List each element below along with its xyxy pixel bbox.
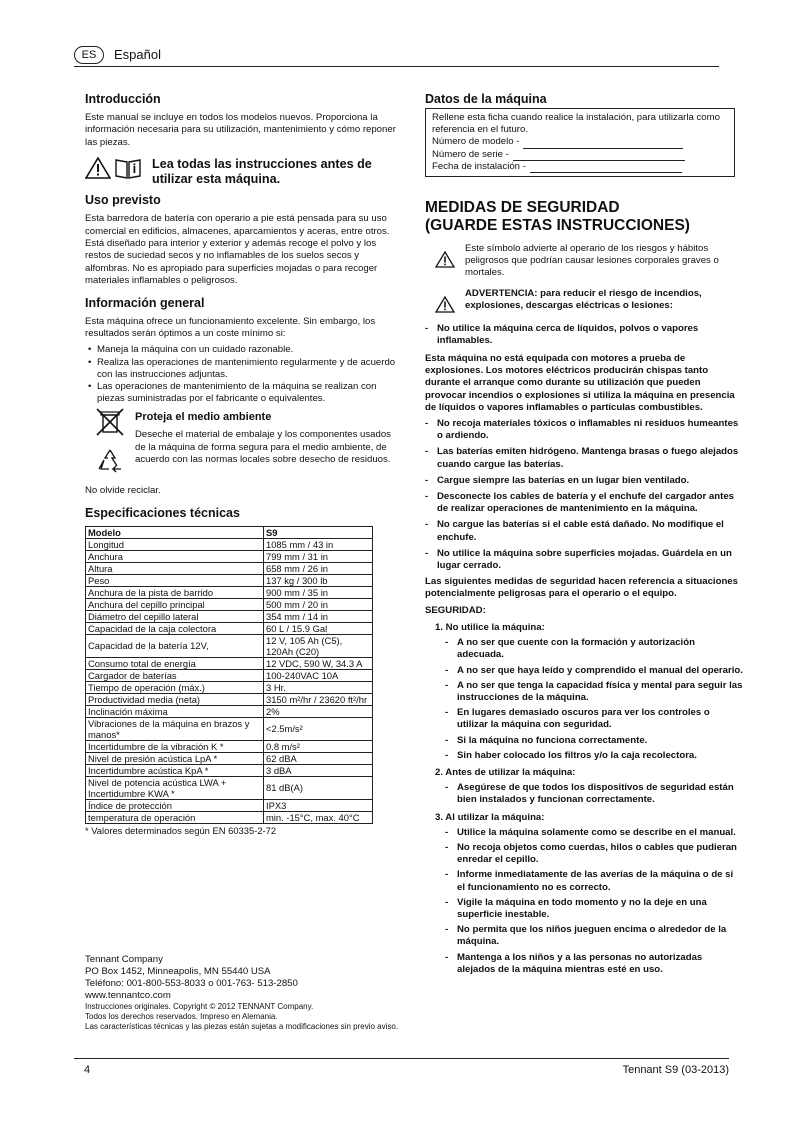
table-row xyxy=(86,681,373,693)
language-code-badge: ES xyxy=(74,46,104,64)
safety-subtitle: (GUARDE ESTAS INSTRUCCIONES) xyxy=(425,217,690,235)
copyright-line: Instrucciones originales. Copyright © 2012 TENNANT Company. xyxy=(85,1002,314,1011)
list-item-text: No utilice la máquina cerca de líquidos, polvos o vapores inflamables. xyxy=(437,322,699,346)
spec-value-cell: 3150 m²/hr / 23620 ft²/hr xyxy=(264,693,373,705)
symbol-explanation xyxy=(425,243,743,280)
spec-value-cell: 12 VDC, 590 W, 34.3 A xyxy=(264,657,373,669)
spec-value-cell: 354 mm / 14 in xyxy=(264,610,373,622)
list-item: - No utilice la máquina cerca de líquidos, polvos o vapores inflamables. xyxy=(425,322,699,346)
environment-text-block xyxy=(135,407,396,475)
model-number-label: Número de modelo - xyxy=(432,136,520,148)
spec-label-cell: Longitud xyxy=(86,538,264,550)
spec-label-cell: Diámetro del cepillo lateral xyxy=(86,610,264,622)
warning-icons xyxy=(85,157,142,179)
list-item: - Informe inmediatamente de las averías de la máquina o de si el funcionamiento no es correcto. xyxy=(445,869,734,893)
spec-label-cell: Anchura xyxy=(86,550,264,562)
table-row xyxy=(86,550,373,562)
table-row xyxy=(86,740,373,752)
modification-notice: Las características técnicas y las piezas están sujetas a modificaciones sin previo aviso. xyxy=(85,1022,399,1031)
spec-label-cell: Tiempo de operación (máx.) xyxy=(86,681,264,693)
spec-label-cell: Anchura del cepillo principal xyxy=(86,598,264,610)
list-item: - No utilice la máquina sobre superficies mojadas. Guárdela en un lugar cerrado. xyxy=(425,547,732,572)
read-manual-icon xyxy=(114,157,142,179)
safety-group-3 xyxy=(425,812,743,824)
safety-list xyxy=(425,418,743,572)
use-text: Esta barredora de batería con operario a pie está pensada para su uso comercial en edificios, almacenes, aparcamientos y aceras, entre otros. Está diseñado para interior y exterior y además recoge el polvo y los restos de suciedad secos y no inflamables de los suelos secos y alfombras. No es apropiado para superficies mojadas o para recoger materiales inflamables o peligrosos. xyxy=(85,213,390,287)
table-row xyxy=(86,598,373,610)
advert-text: ADVERTENCIA: para reducir el riesgo de incendios, explosiones, descargas eléctricas o lesiones: xyxy=(465,287,702,311)
group-heading: 3. Al utilizar la máquina: xyxy=(435,811,545,823)
list-item: - A no ser que tenga la capacidad física y mental para seguir las instrucciones de la máquina. xyxy=(445,679,743,703)
general-bullet-list xyxy=(85,344,396,405)
spec-label-cell: Altura xyxy=(86,562,264,574)
group-heading: 2. Antes de utilizar la máquina: xyxy=(435,766,576,778)
group-2-list xyxy=(425,782,743,806)
page-header xyxy=(74,44,719,67)
list-item-text: No recoja materiales tóxicos o inflamables ni residuos humeantes o ardiendo. xyxy=(437,418,739,442)
list-item: - No cargue las baterías si el cable está dañado. No modifique el enchufe. xyxy=(425,519,724,543)
table-row xyxy=(86,657,373,669)
table-row xyxy=(86,764,373,776)
warning-triangle-icon xyxy=(435,296,455,313)
spec-label-cell: Anchura de la pista de barrido xyxy=(86,586,264,598)
table-row xyxy=(86,799,373,811)
table-row xyxy=(86,586,373,598)
table-row xyxy=(86,811,373,823)
rights-line: Todos los derechos reservados. Impreso en Alemania. xyxy=(85,1012,278,1021)
model-number-field[interactable] xyxy=(523,139,683,149)
safety-title: MEDIDAS DE SEGURIDAD xyxy=(425,199,620,217)
list-item: • Las operaciones de mantenimiento de la máquina se realizan con piezas suministradas por el fabricante o equivalentes. xyxy=(97,381,396,405)
spec-label-cell: temperatura de operación xyxy=(86,811,264,823)
spec-label-cell: Consumo total de energía xyxy=(86,657,264,669)
recycle-icon xyxy=(95,447,125,475)
spec-value-cell: <2.5m/s² xyxy=(264,717,373,740)
table-row xyxy=(86,669,373,681)
group-3-list xyxy=(425,827,743,976)
left-column xyxy=(85,92,396,836)
list-item: • Maneja la máquina con un cuidado razonable. xyxy=(97,344,396,356)
serial-number-row xyxy=(432,149,728,161)
document-id: Tennant S9 (03-2013) xyxy=(622,1064,729,1076)
spec-value-cell: 658 mm / 26 in xyxy=(264,562,373,574)
right-column xyxy=(425,92,743,976)
machine-data-intro: Rellene esta ficha cuando realice la instalación, para utilizarla como referencia en el futuro. xyxy=(432,112,720,136)
specs-heading: Especificaciones técnicas xyxy=(85,505,240,520)
recycle-note: No olvide reciclar. xyxy=(85,485,161,497)
general-text: Esta máquina ofrece un funcionamiento excelente. Sin embargo, los resultados serán óptimos a un coste mínimo si: xyxy=(85,315,376,340)
list-item-text: A no ser que cuente con la formación y autorización adecuada. xyxy=(457,637,695,661)
list-item: - No permita que los niños jueguen encima o alrededor de la máquina. xyxy=(445,924,727,948)
specs-table xyxy=(85,526,373,824)
list-item-text: Mantenga a los niños y a las personas no autorizadas alejados de la máquina mientras esté en uso. xyxy=(457,951,703,975)
serial-number-label: Número de serie - xyxy=(432,148,509,160)
page-footer xyxy=(74,1058,729,1079)
list-item-text: Asegúrese de que todos los dispositivos de seguridad están bien instalados y funcionan correctamente. xyxy=(457,782,734,806)
list-item-text: Utilice la máquina solamente como se describe en el manual. xyxy=(457,826,736,838)
table-row xyxy=(86,538,373,550)
crossed-bin-icon xyxy=(94,407,126,437)
symbol-text: Este símbolo advierte al operario de los riesgos y hábitos peligrosos que podrían causar lesiones corporales graves o mortales. xyxy=(465,243,719,279)
list-item-text: Vigile la máquina en todo momento y no la deje en una superficie inestable. xyxy=(457,896,707,920)
list-item-text: A no ser que haya leído y comprendido el manual del operario. xyxy=(457,664,743,676)
install-date-label: Fecha de instalación - xyxy=(432,160,526,172)
company-phone: Teléfono: 001-800-553-8033 o 001-763- 513-2850 xyxy=(85,978,298,989)
table-row xyxy=(86,562,373,574)
advert-explanation xyxy=(425,288,743,313)
spec-label-cell: Inclinación máxima xyxy=(86,705,264,717)
symbol-icon-wrap xyxy=(425,243,465,280)
list-item-text: A no ser que tenga la capacidad física y mental para seguir las instrucciones de la máquina. xyxy=(457,679,743,703)
use-heading: Uso previsto xyxy=(85,193,161,208)
safety-group-1 xyxy=(425,622,743,634)
spec-value-cell: 1085 mm / 43 in xyxy=(264,538,373,550)
list-item-text: Sin haber colocado los filtros y/o la caja recolectora. xyxy=(457,749,697,761)
environment-icons xyxy=(85,407,135,475)
model-number-row xyxy=(432,136,728,148)
warning-triangle-icon xyxy=(85,157,111,179)
language-name: Español xyxy=(114,47,161,62)
list-item-text: No permita que los niños jueguen encima o alrededor de la máquina. xyxy=(457,924,727,948)
spec-label-cell: Productividad media (neta) xyxy=(86,693,264,705)
spec-label-cell: Nivel de presión acústica LpA * xyxy=(86,752,264,764)
list-item: - A no ser que haya leído y comprendido el manual del operario. xyxy=(445,664,743,676)
list-item: - Mantenga a los niños y a las personas no autorizadas alejados de la máquina mientras esté en uso. xyxy=(445,951,703,975)
company-name: Tennant Company xyxy=(85,954,163,965)
spec-value-cell: 12 V, 105 Ah (C5), 120Ah (C20) xyxy=(264,634,373,657)
intro-heading: Introducción xyxy=(85,92,161,106)
company-website: www.tennantco.com xyxy=(85,990,171,1001)
spec-value-cell: 0.8 m/s² xyxy=(264,740,373,752)
list-item: - Las baterías emiten hidrógeno. Mantenga brasas o fuego alejados cuando cargue las baterías. xyxy=(425,446,739,470)
spec-label-cell: Vibraciones de la máquina en brazos y manos* xyxy=(86,717,264,740)
spec-value-cell: 60 L / 15.9 Gal xyxy=(264,622,373,634)
spec-value-cell: 799 mm / 31 in xyxy=(264,550,373,562)
spec-value-cell: 100-240VAC 10A xyxy=(264,669,373,681)
table-row xyxy=(86,574,373,586)
spec-value-cell: min. -15°C, max. 40°C xyxy=(264,811,373,823)
spec-label-cell: Índice de protección xyxy=(86,799,264,811)
spec-label-cell: Incertidumbre acústica KpA * xyxy=(86,764,264,776)
machine-data-heading: Datos de la máquina xyxy=(425,92,547,106)
spec-label-cell: Nivel de potencia acústica LWA + Incertidumbre KWA * xyxy=(86,776,264,799)
explosion-text: Esta máquina no está equipada con motores a prueba de explosiones. Los motores eléctricos producirán chispas tanto durante el arranque como durante su utilización que pueden provocar incendios o explosiones si utiliza la máquina en presencia de líquidos o vapores inflamables o partículas combustibles. xyxy=(425,353,735,413)
list-item: - Sin haber colocado los filtros y/o la caja recolectora. xyxy=(445,749,697,761)
spec-value-cell: 3 dBA xyxy=(264,764,373,776)
list-item-text: No recoja objetos como cuerdas, hilos o cables que pudieran enredar el cepillo. xyxy=(457,841,737,866)
read-instructions-warning xyxy=(85,157,396,187)
list-item: - Desconecte los cables de batería y el enchufe del cargador antes de realizar operaciones de mantenimiento en la máquina. xyxy=(425,491,734,515)
company-postal: PO Box 1452, Minneapolis, MN 55440 USA xyxy=(85,966,271,977)
table-header-cell: Modelo xyxy=(86,526,264,538)
warning-title: Lea todas las instrucciones antes de utilizar esta máquina. xyxy=(152,157,372,187)
spec-value-cell: 81 dB(A) xyxy=(264,776,373,799)
environment-text: Deseche el material de embalaje y los componentes usados de la máquina de forma segura para el medio ambiente, de acuerdo con las normas locales sobre desecho de residuos. xyxy=(135,429,391,466)
table-row xyxy=(86,634,373,657)
general-heading: Información general xyxy=(85,295,205,310)
list-item: - En lugares demasiado oscuros para ver los controles o utilizar la máquina con seguridad. xyxy=(445,707,710,731)
list-item-text: Las baterías emiten hidrógeno. Mantenga brasas o fuego alejados cuando cargue las baterías. xyxy=(437,446,739,470)
list-item-text: Desconecte los cables de batería y el enchufe del cargador antes de realizar operaciones de mantenimiento en la máquina. xyxy=(437,491,734,515)
environment-heading: Proteja el medio ambiente xyxy=(135,411,272,424)
list-item: - No recoja objetos como cuerdas, hilos o cables que pudieran enredar el cepillo. xyxy=(445,841,737,866)
table-row xyxy=(86,693,373,705)
list-item: - Cargue siempre las baterías en un lugar bien ventilado. xyxy=(425,474,690,486)
spec-value-cell: 137 kg / 300 lb xyxy=(264,574,373,586)
table-row xyxy=(86,705,373,717)
table-row xyxy=(86,717,373,740)
list-item: - No recoja materiales tóxicos o inflamables ni residuos humeantes o ardiendo. xyxy=(425,418,739,442)
table-header-cell: S9 xyxy=(264,526,373,538)
company-address xyxy=(85,954,405,1032)
serial-number-field[interactable] xyxy=(513,151,685,161)
spec-value-cell: 900 mm / 35 in xyxy=(264,586,373,598)
list-item-text: Cargue siempre las baterías en un lugar bien ventilado. xyxy=(437,474,690,486)
list-item-text: En lugares demasiado oscuros para ver los controles o utilizar la máquina con seguridad. xyxy=(457,707,710,731)
table-row xyxy=(86,776,373,799)
list-item-text: No cargue las baterías si el cable está dañado. No modifique el enchufe. xyxy=(437,519,724,543)
list-item-text: Informe inmediatamente de las averías de la máquina o de si el funcionamiento no es correcto. xyxy=(457,869,734,893)
install-date-row xyxy=(432,161,728,173)
machine-data-box xyxy=(425,108,735,177)
spec-label-cell: Peso xyxy=(86,574,264,586)
spec-label-cell: Capacidad de la caja colectora xyxy=(86,622,264,634)
table-header-row xyxy=(86,526,373,538)
list-item: • Realiza las operaciones de mantenimiento regularmente y de acuerdo con las instrucciones adjuntas. xyxy=(97,357,396,381)
spec-value-cell: 3 Hr. xyxy=(264,681,373,693)
table-row xyxy=(86,622,373,634)
group-heading: 1. No utilice la máquina: xyxy=(435,621,545,633)
list-item: - Utilice la máquina solamente como se describe en el manual. xyxy=(445,826,736,838)
specs-footnote: * Valores determinados según EN 60335-2-72 xyxy=(85,824,277,836)
page-number: 4 xyxy=(84,1064,91,1076)
spec-label-cell: Incertidumbre de la vibración K * xyxy=(86,740,264,752)
list-item-text: No utilice la máquina sobre superficies mojadas. Guárdela en un lugar cerrado. xyxy=(437,547,732,572)
spec-value-cell: 500 mm / 20 in xyxy=(264,598,373,610)
intro-text: Este manual se incluye en todos los modelos nuevos. Proporciona la información necesaria para su utilización, mantenimiento y cómo reponer las piezas. xyxy=(85,112,396,148)
advert-icon-wrap xyxy=(425,288,465,313)
following-text: Las siguientes medidas de seguridad hacen referencia a situaciones potencialmente peligrosas para el operario o el equipo. xyxy=(425,576,738,600)
install-date-field[interactable] xyxy=(530,163,682,173)
spec-label-cell: Cargador de baterías xyxy=(86,669,264,681)
spec-value-cell: 2% xyxy=(264,705,373,717)
table-row xyxy=(86,610,373,622)
list-item-text: Si la máquina no funciona correctamente. xyxy=(457,734,648,746)
list-item: - Vigile la máquina en todo momento y no la deje en una superficie inestable. xyxy=(445,896,707,920)
safety-group-2 xyxy=(425,767,743,779)
environment-section xyxy=(85,407,396,475)
list-item: - Asegúrese de que todos los dispositivos de seguridad están bien instalados y funcionan correctamente. xyxy=(445,782,734,806)
list-item: - A no ser que cuente con la formación y autorización adecuada. xyxy=(445,637,695,661)
group-1-list xyxy=(425,637,743,762)
warning-triangle-icon xyxy=(435,251,455,268)
spec-label-cell: Capacidad de la batería 12V, xyxy=(86,634,264,657)
list-item: - Si la máquina no funciona correctamente. xyxy=(445,734,648,746)
seguridad-label: SEGURIDAD: xyxy=(425,604,486,616)
spec-value-cell: IPX3 xyxy=(264,799,373,811)
spec-value-cell: 62 dBA xyxy=(264,752,373,764)
table-row xyxy=(86,752,373,764)
